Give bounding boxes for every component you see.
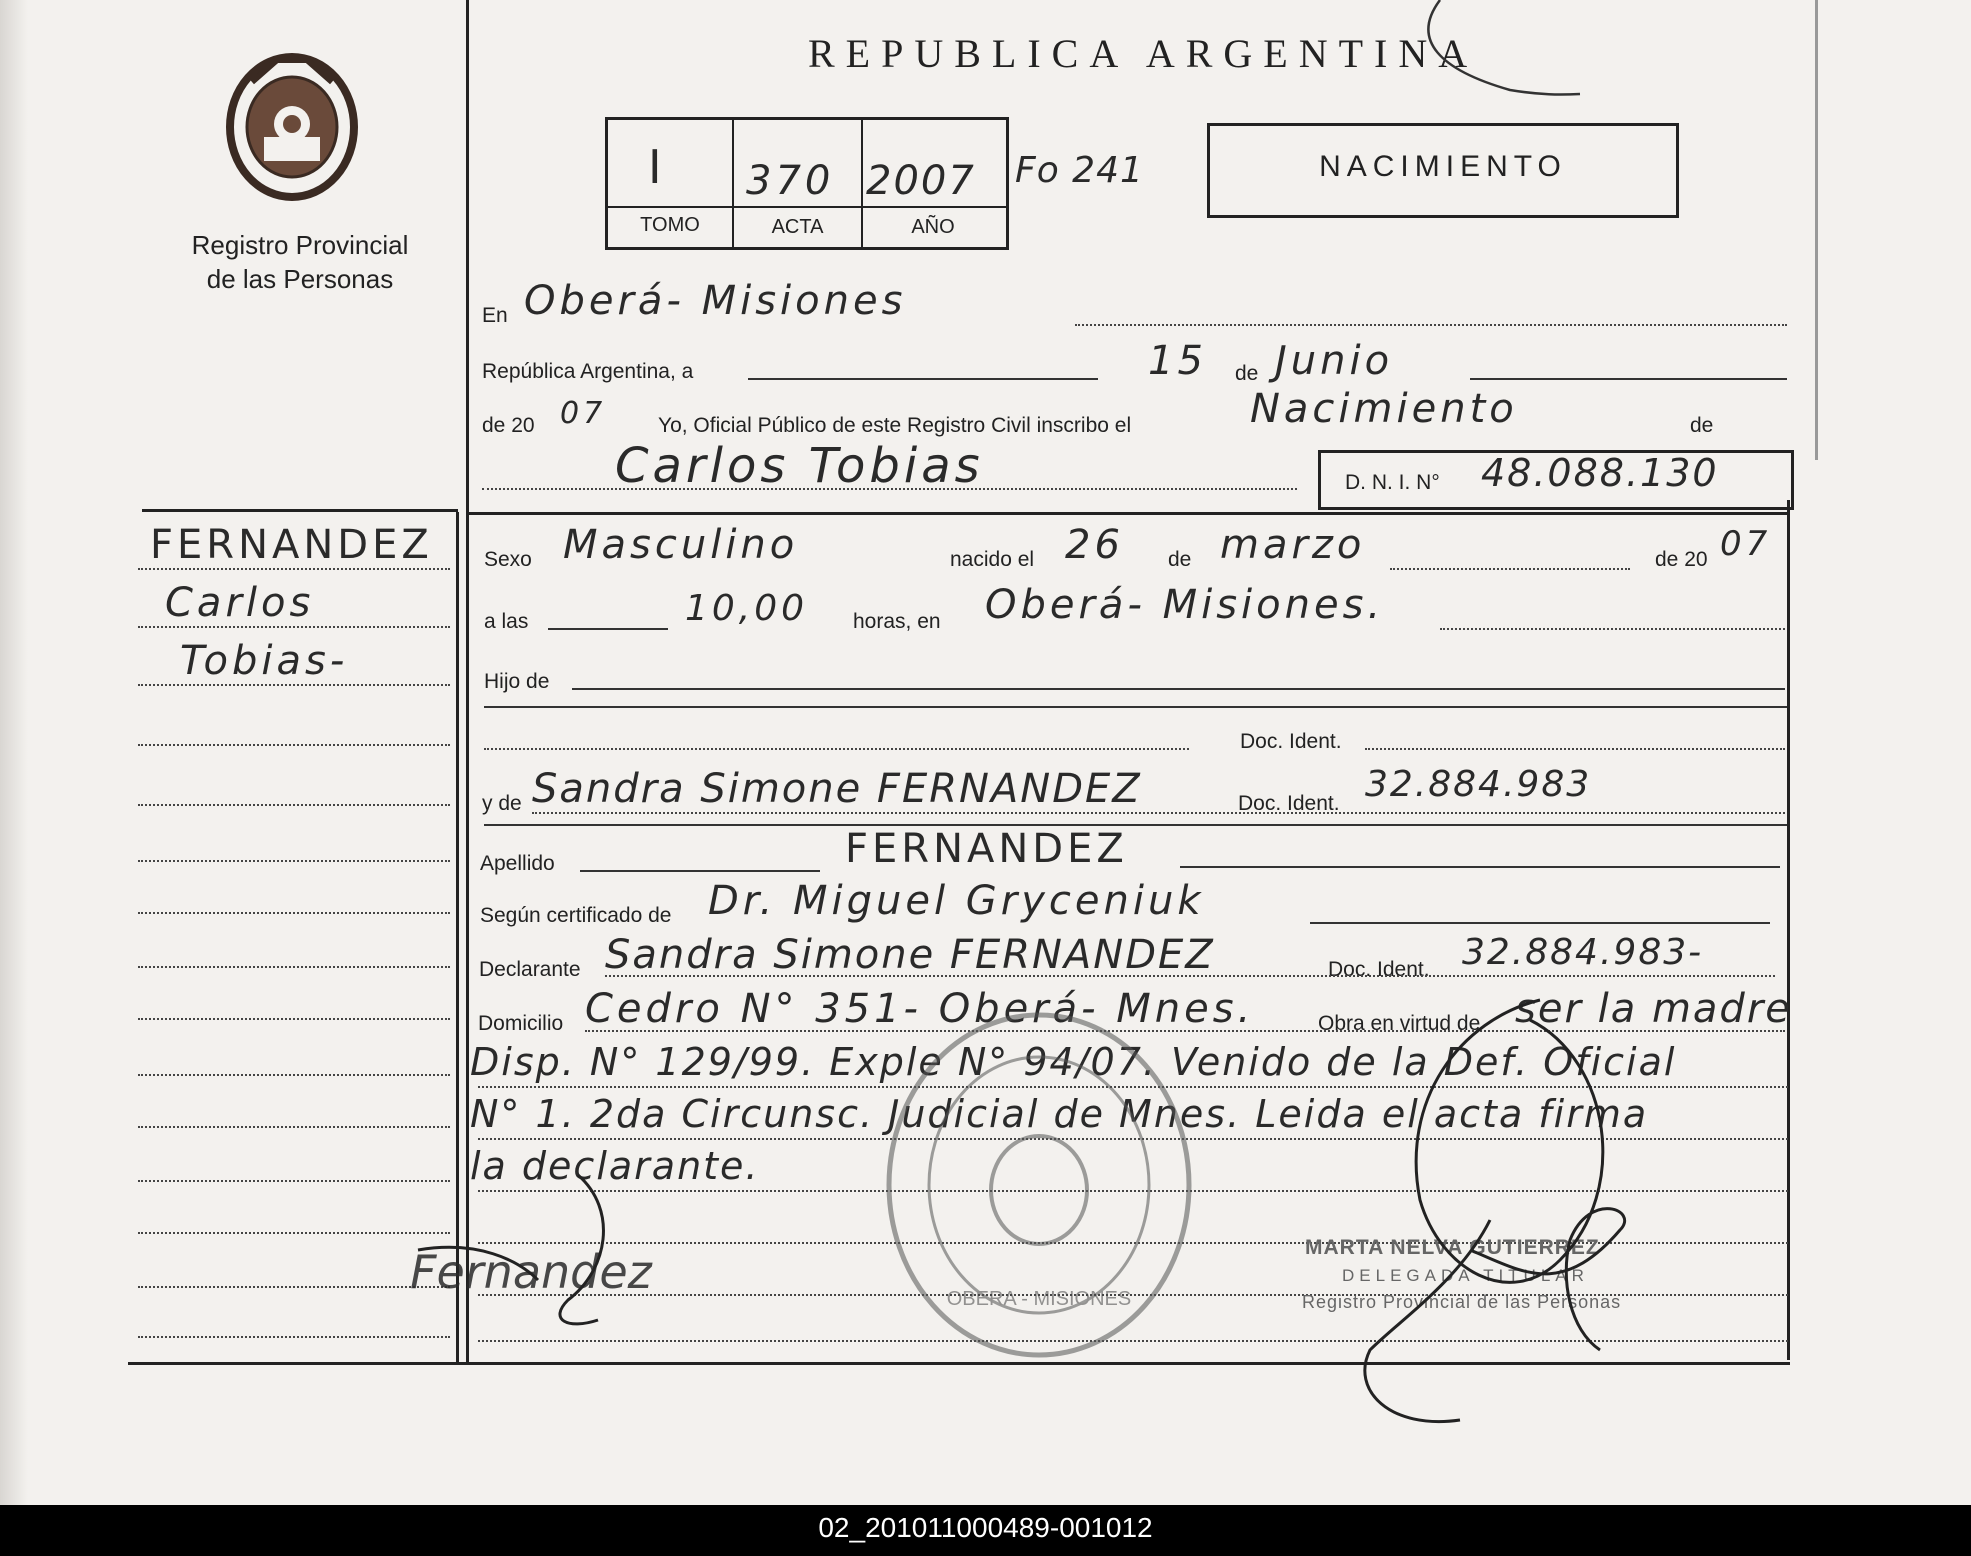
declarante-label: Declarante — [479, 958, 581, 981]
birth-day-value: 26 — [1065, 522, 1124, 568]
anio-label: AÑO — [911, 216, 955, 238]
margin-line-3 — [138, 684, 450, 686]
birth-year-value: 07 — [1720, 524, 1772, 564]
alas-label: a las — [484, 610, 529, 633]
margin-second-name: Tobias- — [180, 638, 349, 684]
official-signature — [1340, 980, 1670, 1440]
alas-line — [548, 628, 668, 630]
margin-line-10 — [138, 1074, 450, 1076]
margin-first-name: Carlos — [165, 580, 315, 626]
form-divider-main — [466, 512, 1788, 515]
sexo-label: Sexo — [484, 548, 532, 571]
father-doc-label: Doc. Ident. — [1240, 730, 1342, 753]
margin-line-8 — [138, 966, 450, 968]
father-doc-line-b — [1365, 748, 1785, 750]
domicilio-label: Domicilio — [478, 1012, 564, 1035]
certificado-label: Según certificado de — [480, 904, 672, 927]
dni-label: D. N. I. N° — [1345, 471, 1440, 494]
en-line — [1075, 324, 1787, 326]
margin-line-9 — [138, 1018, 450, 1020]
margin-line-7 — [138, 912, 450, 914]
official-title: DELEGADA TITULAR — [1342, 1266, 1589, 1285]
margin-line-6 — [138, 860, 450, 862]
right-form-border — [1787, 500, 1790, 1360]
tomo-label: TOMO — [640, 214, 700, 236]
mother-doc-value: 32.884.983 — [1365, 764, 1592, 805]
birth-month-line — [1390, 568, 1630, 570]
official-office: Registro Provincial de las Personas — [1302, 1292, 1622, 1312]
republica-label: República Argentina, a — [482, 360, 694, 383]
father-doc-line-a — [484, 748, 1189, 750]
act-type-label: NACIMIENTO — [1319, 150, 1567, 183]
de-label: de — [1235, 362, 1259, 385]
domicilio-value: Cedro N° 351- Oberá- Mnes. — [585, 986, 1255, 1032]
pen-stroke-top — [1400, 0, 1600, 100]
declarante-doc-value: 32.884.983- — [1462, 932, 1704, 973]
child-name-line — [482, 488, 1297, 490]
official-stamp — [878, 1005, 1200, 1365]
mother-line-2 — [484, 824, 1787, 826]
tomo-value: I — [648, 140, 666, 194]
margin-line-11 — [138, 1126, 450, 1128]
registry-line-1: Registro Provincial — [191, 230, 409, 260]
birth-place-value: Oberá- Misiones. — [985, 582, 1385, 628]
certificado-value: Dr. Miguel Gryceniuk — [708, 878, 1205, 924]
note-line-2: N° 1. 2da Circunsc. Judicial de Mnes. Leida el acta firma — [470, 1092, 1649, 1136]
declarant-signature — [398, 1170, 658, 1340]
act-kind-value: Nacimiento — [1250, 386, 1518, 432]
right-page-edge — [1815, 0, 1818, 460]
hijo-line — [572, 688, 1785, 690]
acta-value: 370 — [746, 158, 835, 204]
scan-caption: 02_201011000489-001012 — [818, 1512, 1153, 1543]
birth-de20-label: de 20 — [1655, 548, 1708, 571]
registry-name — [150, 228, 450, 296]
stamp-inner-ring — [929, 1057, 1149, 1313]
yde-label: y de — [482, 792, 522, 815]
margin-surname: FERNANDEZ — [150, 522, 433, 568]
child-name-value: Carlos Tobias — [615, 438, 984, 494]
country-title: REPUBLICA ARGENTINA — [808, 31, 1479, 76]
declarant-signature-text: Fernandez — [410, 1245, 652, 1299]
dni-box — [1318, 450, 1794, 510]
day-value: 15 — [1148, 338, 1207, 384]
note-line-1: Disp. N° 129/99. Exple N° 94/07. Venido de la Def. Oficial — [470, 1040, 1677, 1084]
father-line-2 — [484, 706, 1787, 708]
act-type-box — [1207, 123, 1679, 218]
record-label-divider — [608, 206, 1006, 208]
apellido-line-b — [1180, 866, 1780, 868]
folio-value: Fo 241 — [1015, 150, 1144, 191]
de-label-2: de — [1690, 414, 1714, 437]
record-number-box — [605, 117, 1009, 250]
hijo-label: Hijo de — [484, 670, 550, 693]
mother-name-value: Sandra Simone FERNANDEZ — [532, 766, 1142, 812]
margin-line-1 — [138, 568, 450, 570]
certificado-line — [1310, 922, 1770, 924]
inscribe-label: Yo, Oficial Público de este Registro Civil inscribo el — [658, 414, 1132, 437]
note-line-3: la declarante. — [470, 1144, 760, 1188]
sexo-value: Masculino — [563, 522, 799, 568]
year-suffix: 07 — [560, 396, 607, 431]
birth-place-line — [1440, 628, 1785, 630]
month-line — [1470, 378, 1787, 380]
declarante-doc-label: Doc. Ident. — [1328, 958, 1430, 981]
nacido-label: nacido el — [950, 548, 1035, 571]
stamp-location: OBERA - MISIONES — [946, 1288, 1132, 1310]
official-name: MARTA NELVA GUTIERREZ — [1305, 1236, 1600, 1259]
birth-de-label: de — [1168, 548, 1192, 571]
apellido-value: FERNANDEZ — [845, 826, 1128, 872]
de20-label: de 20 — [482, 414, 535, 437]
margin-line-5 — [138, 804, 450, 806]
obra-value: ser la madre — [1515, 986, 1792, 1032]
apellido-line-a — [580, 870, 820, 872]
page-binding-shadow — [0, 0, 28, 1510]
misiones-seal-icon — [222, 52, 362, 202]
apellido-label: Apellido — [480, 852, 555, 875]
acta-label: ACTA — [771, 216, 824, 238]
mother-doc-label: Doc. Ident. — [1238, 792, 1340, 815]
stamp-center-seal — [991, 1136, 1087, 1244]
margin-line-4 — [138, 744, 450, 746]
anio-value: 2007 — [866, 158, 976, 204]
horas-label: horas, en — [853, 610, 941, 633]
republica-line — [748, 378, 1098, 380]
mother-line — [532, 812, 1785, 814]
form-divider-top — [142, 509, 458, 512]
declarante-line — [605, 975, 1775, 977]
month-value: Junio — [1275, 338, 1394, 384]
hour-value: 10,00 — [685, 588, 809, 629]
declarante-value: Sandra Simone FERNANDEZ — [605, 932, 1215, 978]
birth-month-value: marzo — [1220, 522, 1366, 568]
margin-line-2 — [138, 626, 450, 628]
left-column-divider — [466, 0, 469, 1365]
dni-value: 48.088.130 — [1481, 451, 1719, 495]
registry-line-2: de las Personas — [206, 264, 394, 294]
en-value: Oberá- Misiones — [524, 278, 907, 324]
obra-label: Obra en virtud de — [1318, 1012, 1481, 1035]
en-label: En — [482, 304, 508, 327]
